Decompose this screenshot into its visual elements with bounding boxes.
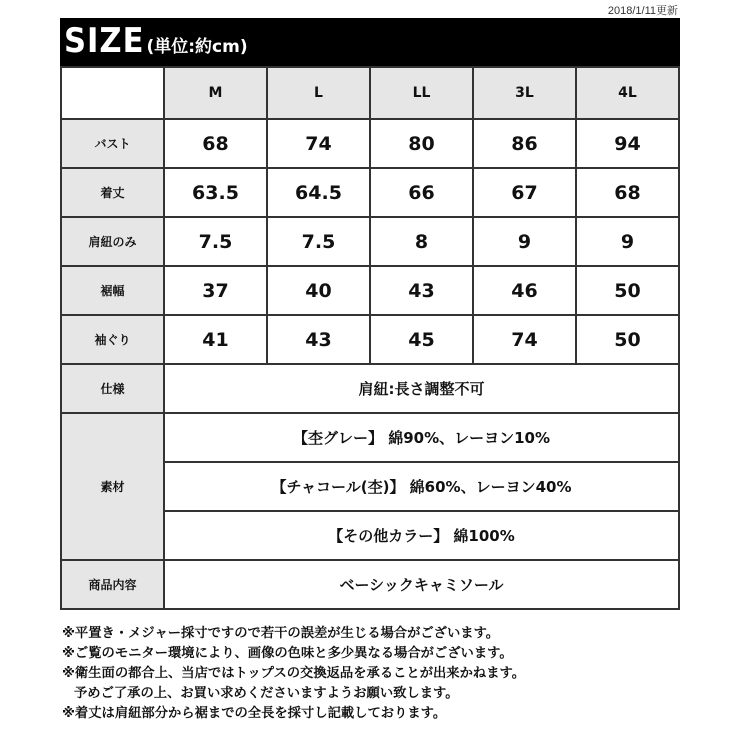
- unit-label: (単位:約cm): [146, 37, 248, 57]
- value-cell: 80: [370, 119, 473, 168]
- size-header: [60, 18, 680, 66]
- material-line: 【その他カラー】 綿100%: [164, 511, 679, 560]
- row-armhole: [61, 315, 679, 364]
- row-length: [61, 168, 679, 217]
- value-cell: 74: [267, 119, 370, 168]
- value-cell: 67: [473, 168, 576, 217]
- corner-cell: [61, 67, 164, 119]
- value-cell: 64.5: [267, 168, 370, 217]
- row-label: 仕様: [61, 364, 164, 413]
- row-label: バスト: [61, 119, 164, 168]
- value-cell: 50: [576, 315, 679, 364]
- row-label: 素材: [61, 413, 164, 560]
- size-title: SIZE: [64, 21, 145, 61]
- size-col-3l: 3L: [473, 67, 576, 119]
- size-col-m: M: [164, 67, 267, 119]
- value-cell: 40: [267, 266, 370, 315]
- note-line: 予めご了承の上、お買い求めくださいますようお願い致します。: [74, 686, 459, 701]
- row-contents: [61, 560, 679, 609]
- notes: [62, 624, 734, 724]
- size-col-ll: LL: [370, 67, 473, 119]
- size-header-row: [61, 67, 679, 119]
- note-line: ※ご覧のモニター環境により、画像の色味と多少異なる場合がございます。: [62, 646, 513, 661]
- value-cell: 8: [370, 217, 473, 266]
- row-label: 商品内容: [61, 560, 164, 609]
- value-cell: 86: [473, 119, 576, 168]
- spec-value: 肩紐:長さ調整不可: [164, 364, 679, 413]
- note-line: ※平置き・メジャー採寸ですので若干の誤差が生じる場合がございます。: [62, 626, 500, 641]
- value-cell: 94: [576, 119, 679, 168]
- material-line: 【チャコール(杢)】 綿60%、レーヨン40%: [164, 462, 679, 511]
- row-label: 着丈: [61, 168, 164, 217]
- row-material: [61, 413, 679, 462]
- updated-date: 2018/1/11更新: [607, 5, 678, 17]
- row-label: 肩紐のみ: [61, 217, 164, 266]
- size-col-l: L: [267, 67, 370, 119]
- value-cell: 66: [370, 168, 473, 217]
- value-cell: 50: [576, 266, 679, 315]
- value-cell: 9: [473, 217, 576, 266]
- contents-value: ベーシックキャミソール: [164, 560, 679, 609]
- row-hem-width: [61, 266, 679, 315]
- value-cell: 68: [576, 168, 679, 217]
- value-cell: 43: [267, 315, 370, 364]
- value-cell: 7.5: [164, 217, 267, 266]
- size-table: [60, 66, 680, 610]
- row-label: 袖ぐり: [61, 315, 164, 364]
- note-line: ※着丈は肩紐部分から裾までの全長を採寸し記載しております。: [62, 706, 447, 721]
- value-cell: 9: [576, 217, 679, 266]
- row-bust: [61, 119, 679, 168]
- value-cell: 7.5: [267, 217, 370, 266]
- value-cell: 68: [164, 119, 267, 168]
- value-cell: 63.5: [164, 168, 267, 217]
- value-cell: 46: [473, 266, 576, 315]
- value-cell: 45: [370, 315, 473, 364]
- material-line: 【杢グレー】 綿90%、レーヨン10%: [164, 413, 679, 462]
- row-label: 裾幅: [61, 266, 164, 315]
- value-cell: 74: [473, 315, 576, 364]
- note-line: ※衛生面の都合上、当店ではトップスの交換返品を承ることが出来かねます。: [62, 666, 526, 681]
- size-col-4l: 4L: [576, 67, 679, 119]
- value-cell: 37: [164, 266, 267, 315]
- value-cell: 43: [370, 266, 473, 315]
- row-strap: [61, 217, 679, 266]
- row-spec: [61, 364, 679, 413]
- value-cell: 41: [164, 315, 267, 364]
